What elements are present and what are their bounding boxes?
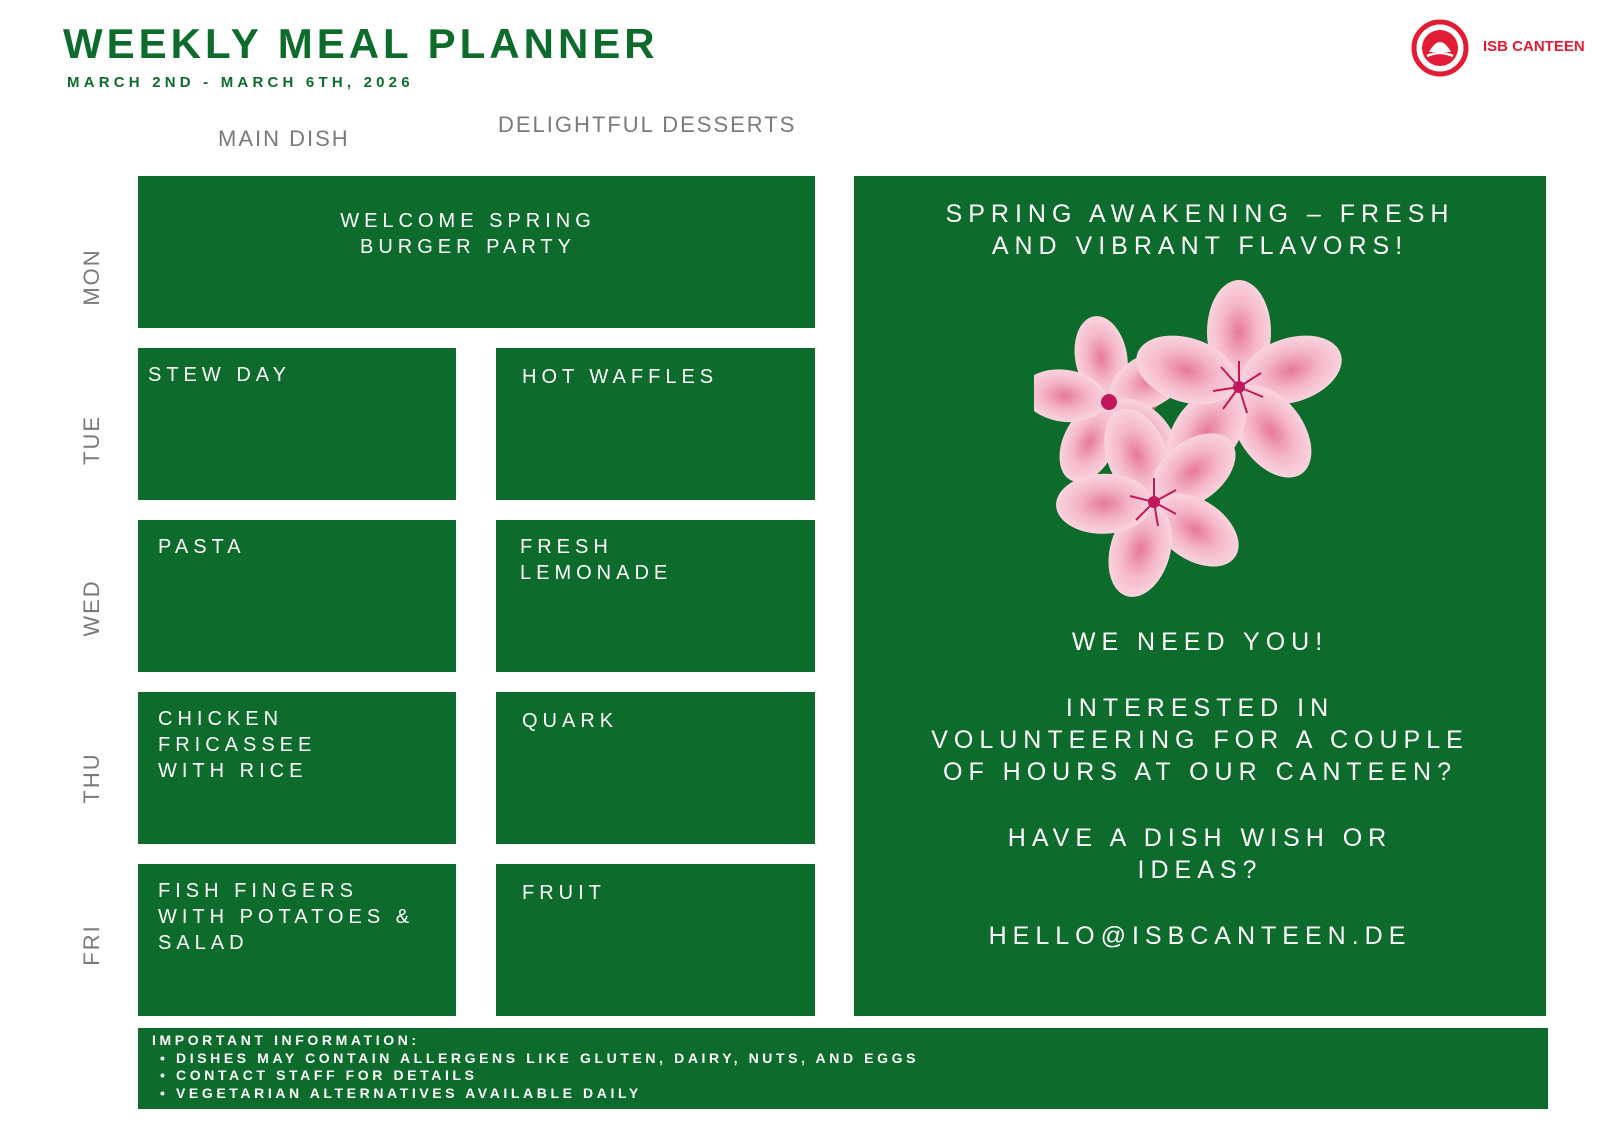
info-title: IMPORTANT INFORMATION: [152, 1032, 420, 1048]
meal-box-fri-main [138, 864, 456, 1016]
promo-headline-1: SPRING AWAKENING – FRESH [945, 200, 1455, 228]
meal-box-thu-main [138, 692, 456, 844]
meal-box-tue-dessert [496, 348, 815, 500]
date-range: MARCH 2ND - MARCH 6TH, 2026 [67, 74, 414, 91]
day-label-thu: THU [79, 752, 104, 804]
meal-box-fri-dessert [496, 864, 815, 1016]
info-item-allergens: • DISHES MAY CONTAIN ALLERGENS LIKE GLUTEN, DAIRY, NUTS, AND EGGS [160, 1049, 920, 1066]
isb-canteen-logo [1410, 18, 1590, 78]
promo-email[interactable]: HELLO@ISBCANTEEN.DE [988, 922, 1412, 950]
page-title: WEEKLY MEAL PLANNER [63, 20, 659, 67]
canteen-logo-icon [1410, 18, 1470, 78]
promo-need-you: WE NEED YOU! [1071, 628, 1329, 656]
promo-volunteer-3: OF HOURS AT OUR CANTEEN? [943, 758, 1457, 786]
column-desserts: DELIGHTFUL DESSERTS [498, 112, 797, 137]
promo-panel [854, 176, 1546, 1016]
meal-box-wed-main [138, 520, 456, 672]
day-label-mon: MON [79, 248, 104, 306]
promo-wish-1: HAVE A DISH WISH OR [1007, 824, 1393, 852]
meal-box-tue-main [138, 348, 456, 500]
promo-headline-2: AND VIBRANT FLAVORS! [991, 232, 1409, 260]
promo-volunteer-2: VOLUNTEERING FOR A COUPLE [931, 726, 1469, 754]
meal-wed-dessert: FRESH LEMONADE [520, 536, 673, 584]
meal-fri-main: FISH FINGERS WITH POTATOES & SALAD [158, 880, 415, 954]
meal-mon-main: WELCOME SPRING BURGER PARTY [340, 210, 596, 258]
meal-box-thu-dessert [496, 692, 815, 844]
important-info [138, 1028, 1548, 1109]
cherry-blossom-icon [1034, 272, 1374, 612]
logo-text: ISB CANTEEN [1483, 38, 1585, 55]
day-label-wed: WED [79, 579, 104, 637]
promo-volunteer-1: INTERESTED IN [1065, 694, 1335, 722]
info-item-vegetarian: • VEGETARIAN ALTERNATIVES AVAILABLE DAILY [160, 1084, 642, 1101]
meal-tue-dessert: HOT WAFFLES [522, 366, 719, 388]
meal-fri-dessert: FRUIT [522, 882, 606, 904]
info-item-staff: • CONTACT STAFF FOR DETAILS [160, 1067, 478, 1083]
meal-thu-main: CHICKEN FRICASSEE WITH RICE [158, 708, 317, 782]
meal-thu-dessert: QUARK [522, 710, 619, 732]
meal-box-wed-dessert [496, 520, 815, 672]
promo-wish-2: IDEAS? [1137, 856, 1263, 884]
meal-wed-main: PASTA [158, 536, 246, 558]
column-main-dish: MAIN DISH [218, 126, 350, 151]
day-label-fri: FRI [79, 924, 104, 966]
meal-box-mon [138, 176, 815, 328]
day-label-tue: TUE [79, 415, 104, 465]
meal-tue-main: STEW DAY [148, 364, 291, 386]
